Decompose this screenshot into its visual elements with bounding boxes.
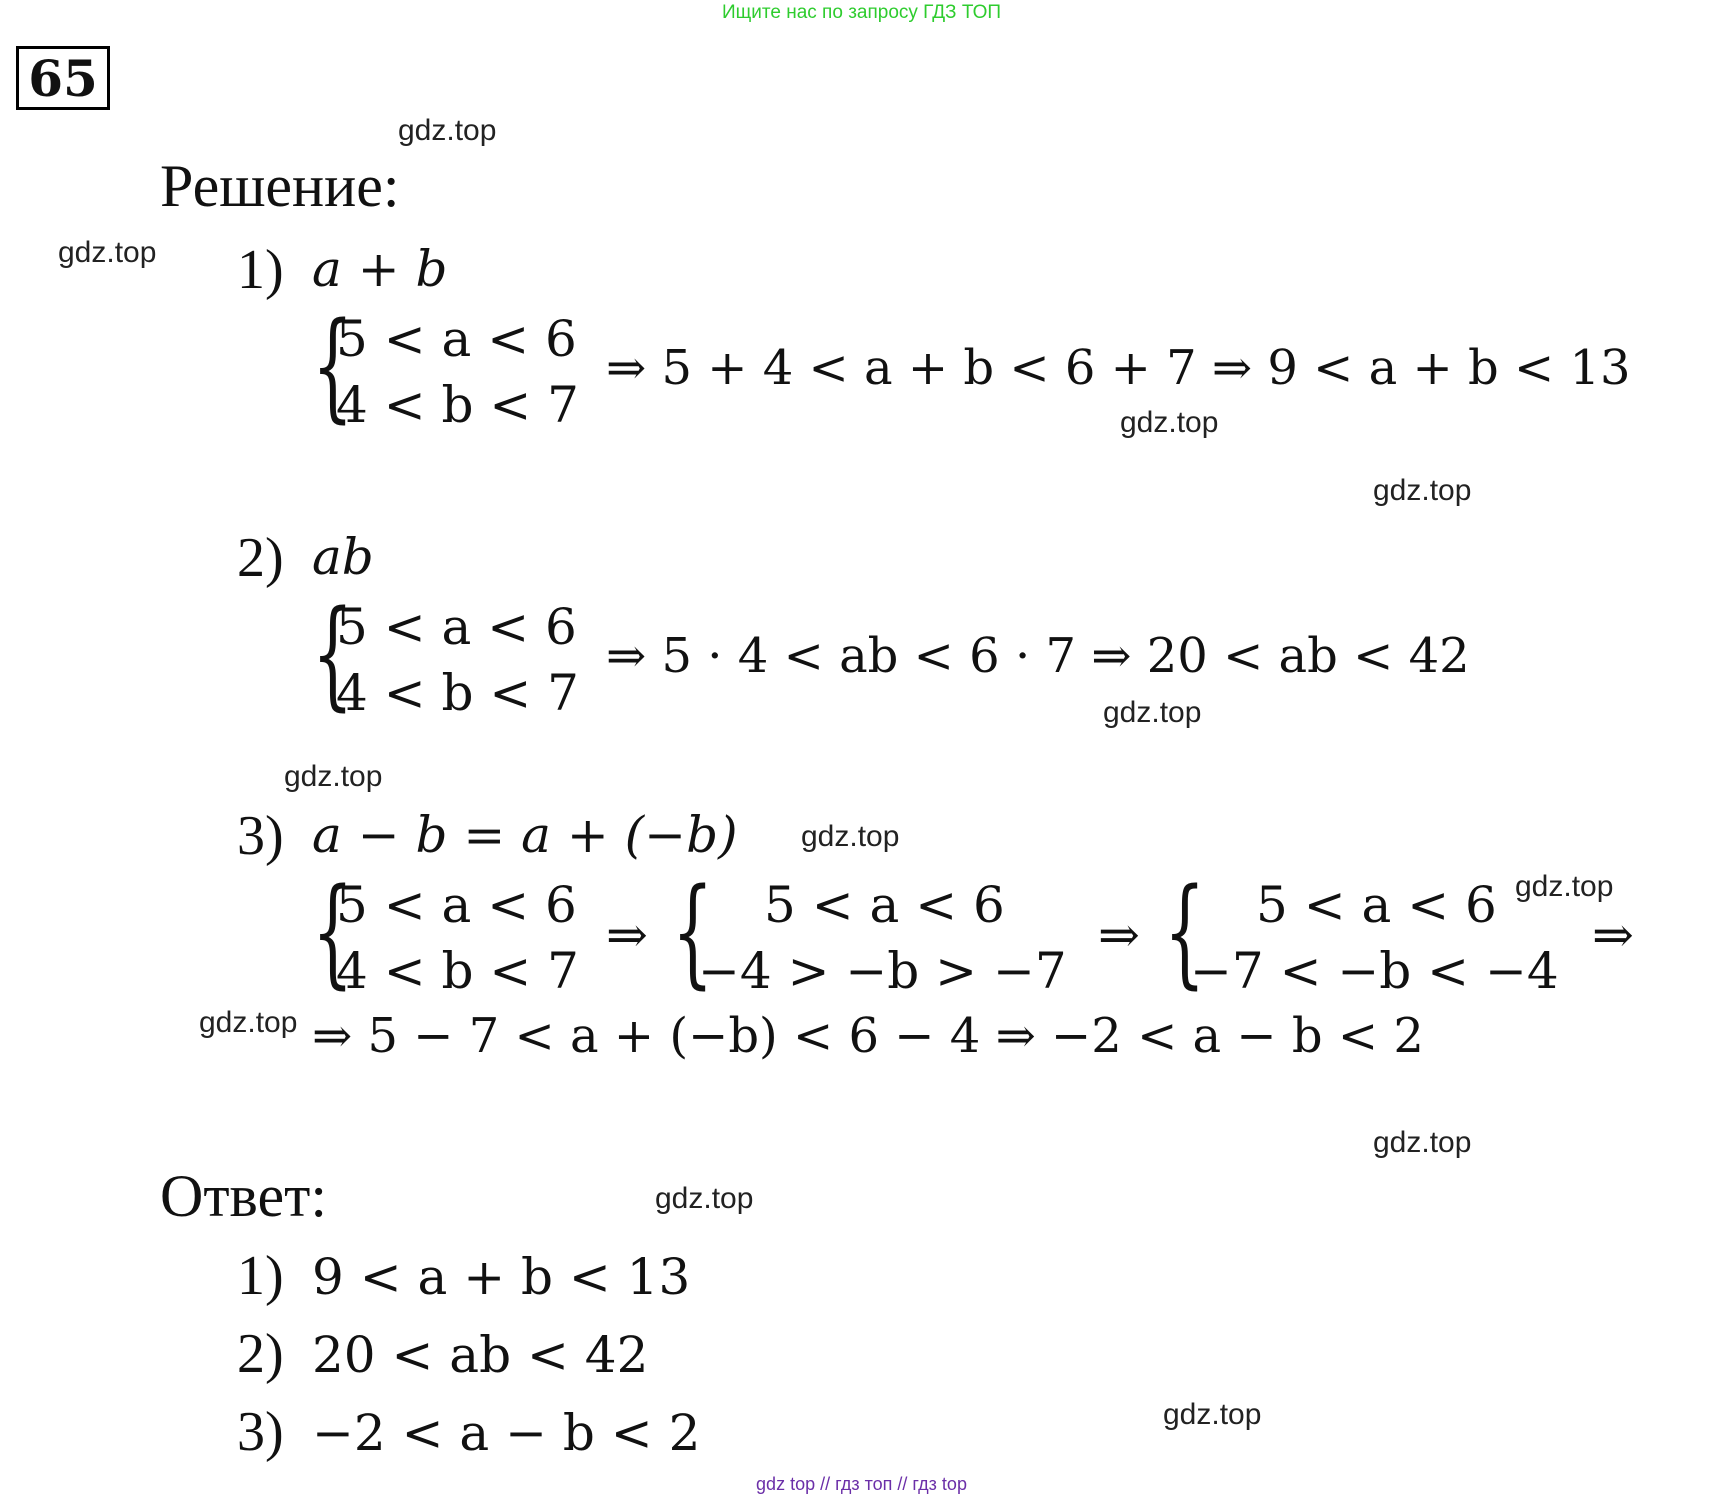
part3-system2-bottom: −4 > −b > −7 xyxy=(698,942,1067,1000)
system-brace: { xyxy=(672,862,714,1000)
implies-arrow: ⇒ xyxy=(1098,906,1140,964)
part1-expression: a + b xyxy=(312,240,448,298)
part3-expression: a − b = a + (−b) xyxy=(312,806,738,864)
part2-chain: ⇒ 5 · 4 < ab < 6 · 7 ⇒ 20 < ab < 42 xyxy=(606,628,1470,684)
part1-chain: ⇒ 5 + 4 < a + b < 6 + 7 ⇒ 9 < a + b < 13 xyxy=(606,340,1631,396)
part2-system-bottom: 4 < b < 7 xyxy=(336,664,579,722)
watermark: gdz.top xyxy=(1103,696,1202,729)
answer1-text: 9 < a + b < 13 xyxy=(312,1248,691,1306)
system-brace: { xyxy=(312,584,354,722)
exercise-number: 65 xyxy=(16,46,110,110)
watermark: gdz.top xyxy=(1373,474,1472,507)
part1-system-bottom: 4 < b < 7 xyxy=(336,376,579,434)
watermark: gdz.top xyxy=(199,1006,298,1039)
watermark: gdz.top xyxy=(284,760,383,793)
watermark: gdz.top xyxy=(1163,1398,1262,1431)
part1-label: 1) xyxy=(237,239,284,301)
part3-system3-top: 5 < a < 6 xyxy=(1256,876,1497,934)
watermark: gdz.top xyxy=(1373,1126,1472,1159)
watermark: gdz.top xyxy=(58,236,157,269)
part2-label: 2) xyxy=(237,527,284,589)
part2-expression: ab xyxy=(312,528,374,586)
system-brace: { xyxy=(312,296,354,434)
watermark: gdz.top xyxy=(1120,406,1219,439)
top-banner[interactable]: Ищите нас по запросу ГДЗ ТОП xyxy=(721,2,1002,23)
bottom-links[interactable]: gdz top // гдз топ // гдз top xyxy=(756,1474,967,1494)
watermark: gdz.top xyxy=(801,820,900,853)
system-brace: { xyxy=(1164,862,1206,1000)
implies-arrow: ⇒ xyxy=(606,906,648,964)
watermark: gdz.top xyxy=(1515,870,1614,903)
answer-heading: Ответ: xyxy=(160,1163,328,1229)
solution-heading: Решение: xyxy=(160,153,400,219)
part3-system-bottom: 4 < b < 7 xyxy=(336,942,579,1000)
system-brace: { xyxy=(312,862,354,1000)
answer3-label: 3) xyxy=(237,1401,284,1463)
answer1-label: 1) xyxy=(237,1245,284,1307)
implies-arrow: ⇒ xyxy=(1592,906,1634,964)
part3-system2-top: 5 < a < 6 xyxy=(764,876,1005,934)
part3-system-top: 5 < a < 6 xyxy=(336,876,577,934)
part3-system3-bottom: −7 < −b < −4 xyxy=(1190,942,1559,1000)
part2-system-top: 5 < a < 6 xyxy=(336,598,577,656)
watermark: gdz.top xyxy=(398,114,497,147)
part1-system-top: 5 < a < 6 xyxy=(336,310,577,368)
answer2-label: 2) xyxy=(237,1323,284,1385)
part3-chain: ⇒ 5 − 7 < a + (−b) < 6 − 4 ⇒ −2 < a − b < 2 xyxy=(312,1008,1424,1064)
part3-label: 3) xyxy=(237,805,284,867)
answer3-text: −2 < a − b < 2 xyxy=(312,1404,701,1462)
answer2-text: 20 < ab < 42 xyxy=(312,1326,649,1384)
watermark: gdz.top xyxy=(655,1182,754,1215)
